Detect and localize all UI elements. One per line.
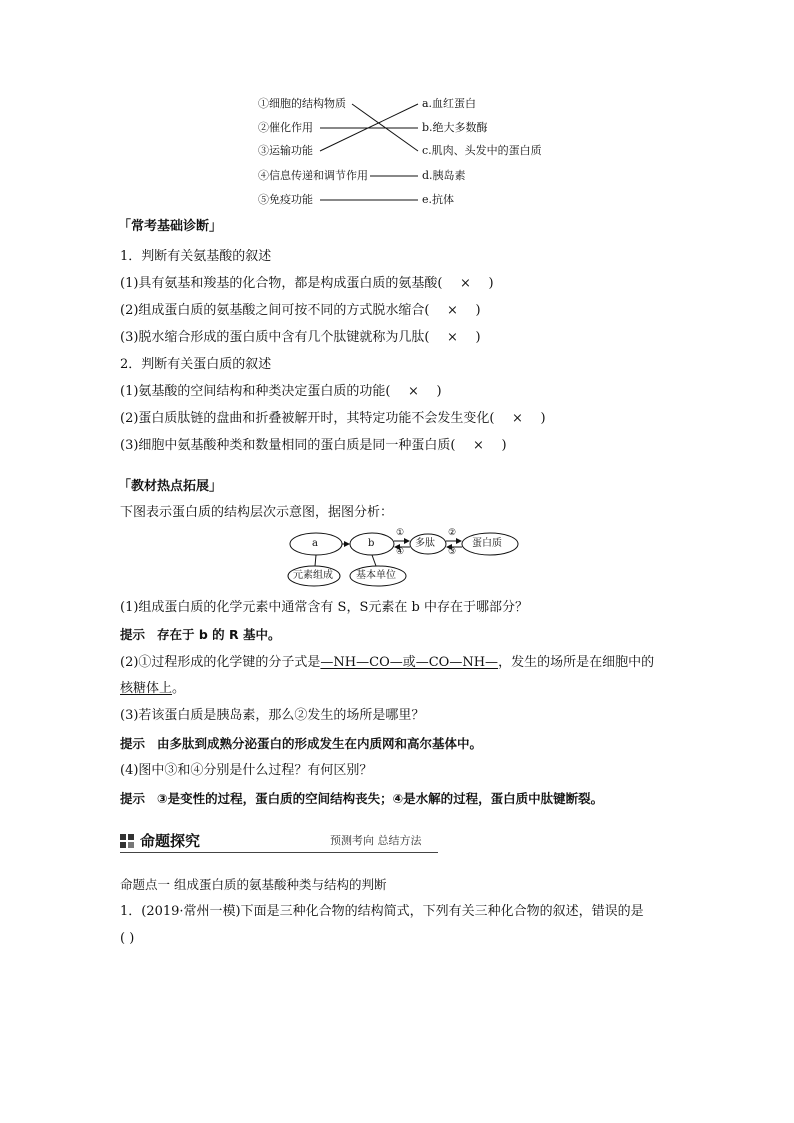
problem-1: 1．(2019·常州一模)下面是三种化合物的结构简式，下列有关三种化合物的叙述，错误的是 [120, 904, 644, 919]
hint-answer: ③是变性的过程，蛋白质的空间结构丧失；④是水解的过程，蛋白质中肽键断裂。 [157, 791, 604, 806]
matching-diagram [250, 92, 560, 212]
diagnosis-item: (1)氨基酸的空间结构和种类决定蛋白质的功能( × ) [120, 384, 442, 399]
expansion-intro: 下图表示蛋白质的结构层次示意图，据图分析： [120, 505, 394, 520]
question-4: (4)图中③和④分别是什么过程？有何区别？ [120, 763, 373, 778]
diagnosis-item: (2)蛋白质肽链的盘曲和折叠被解开时，其特定功能不会发生变化( × ) [120, 411, 546, 426]
hint-label: 提示 [120, 627, 146, 642]
explore-subtitle: 预测考向 总结方法 [330, 834, 422, 847]
answer-mark: × [447, 303, 458, 318]
diagnosis-group1-title: 1．判断有关氨基酸的叙述 [120, 249, 272, 264]
explore-title: 命题探究 [140, 832, 201, 850]
match-right-e: e.抗体 [422, 193, 455, 206]
arrow-3-label: ③ [448, 547, 457, 557]
match-left-2: ②催化作用 [258, 121, 313, 134]
protein-structure-diagram [286, 530, 522, 588]
hint-label: 提示 [120, 736, 146, 751]
match-left-4: ④信息传递和调节作用 [258, 169, 368, 182]
arrow-1-label: ① [396, 528, 405, 538]
header-rule [120, 852, 438, 853]
node-protein-label: 蛋白质 [472, 538, 502, 549]
diagnosis-group2-title: 2．判断有关蛋白质的叙述 [120, 357, 272, 372]
diagnosis-item: (3)脱水缩合形成的蛋白质中含有几个肽键就称为几肽( × ) [120, 330, 481, 345]
diagnosis-heading: 「常考基础诊断」 [118, 219, 223, 234]
problem-1-choice-bracket: ( ) [120, 931, 135, 946]
link-b-units [372, 555, 376, 566]
explore-header [120, 830, 438, 856]
diagnosis-title: 常考基础诊断 [131, 219, 210, 234]
hint-label: 提示 [120, 791, 146, 806]
section-block-icon [120, 834, 134, 848]
match-left-5: ⑤免疫功能 [258, 193, 313, 206]
node-a-label: a [312, 538, 318, 549]
link-a-elements [315, 555, 316, 566]
node-b-label: b [368, 538, 375, 549]
hint-answer: 由多肽到成熟分泌蛋白的形成发生在内质网和高尔基体中。 [157, 736, 483, 751]
answer-mark: × [512, 411, 523, 426]
expansion-heading: 「教材热点拓展」 [118, 479, 223, 494]
question-3: (3)若该蛋白质是胰岛素，那么②发生的场所是哪里？ [120, 708, 425, 723]
question-2: (2)①过程形成的化学键的分子式是—NH—CO—或—CO—NH—，发生的场所是在细胞中的 [120, 655, 655, 670]
hint-3 [120, 735, 482, 754]
node-peptide-label: 多肽 [415, 538, 435, 549]
expansion-title: 教材热点拓展 [131, 479, 210, 494]
diagnosis-item: (2)组成蛋白质的氨基酸之间可按不同的方式脱水缩合( × ) [120, 303, 481, 318]
question-2-cont: 核糖体上。 [120, 681, 186, 696]
match-left-3: ③运输功能 [258, 144, 313, 157]
proposition-point-1: 命题点一 组成蛋白质的氨基酸种类与结构的判断 [120, 877, 387, 892]
question-1: (1)组成蛋白质的化学元素中通常含有 S，S元素在 b 中存在于哪部分？ [120, 600, 528, 615]
diagnosis-item: (3)细胞中氨基酸种类和数量相同的蛋白质是同一种蛋白质( × ) [120, 438, 507, 453]
match-left-1: ①细胞的结构物质 [258, 97, 346, 110]
arrow-4-label: ④ [396, 547, 405, 557]
diagnosis-item: (1)具有氨基和羧基的化合物，都是构成蛋白质的氨基酸( × ) [120, 276, 494, 291]
answer-mark: × [408, 384, 419, 399]
filled-blank-place: 核糖体上 [120, 681, 173, 696]
elements-label: 元素组成 [293, 570, 333, 581]
match-right-b: b.绝大多数酶 [422, 121, 488, 134]
arrow-2-label: ② [448, 528, 457, 538]
hint-1 [120, 626, 281, 645]
match-right-d: d.胰岛素 [422, 169, 466, 182]
answer-mark: × [460, 276, 471, 291]
answer-mark: × [447, 330, 458, 345]
answer-mark: × [473, 438, 484, 453]
match-right-a: a.血红蛋白 [422, 97, 477, 110]
hint-answer: 存在于 b 的 R 基中。 [157, 627, 281, 642]
units-label: 基本单位 [356, 570, 396, 581]
match-right-c: c.肌肉、头发中的蛋白质 [422, 144, 542, 157]
filled-blank-formula: —NH—CO—或—CO—NH— [320, 655, 499, 670]
hint-4 [120, 790, 603, 809]
